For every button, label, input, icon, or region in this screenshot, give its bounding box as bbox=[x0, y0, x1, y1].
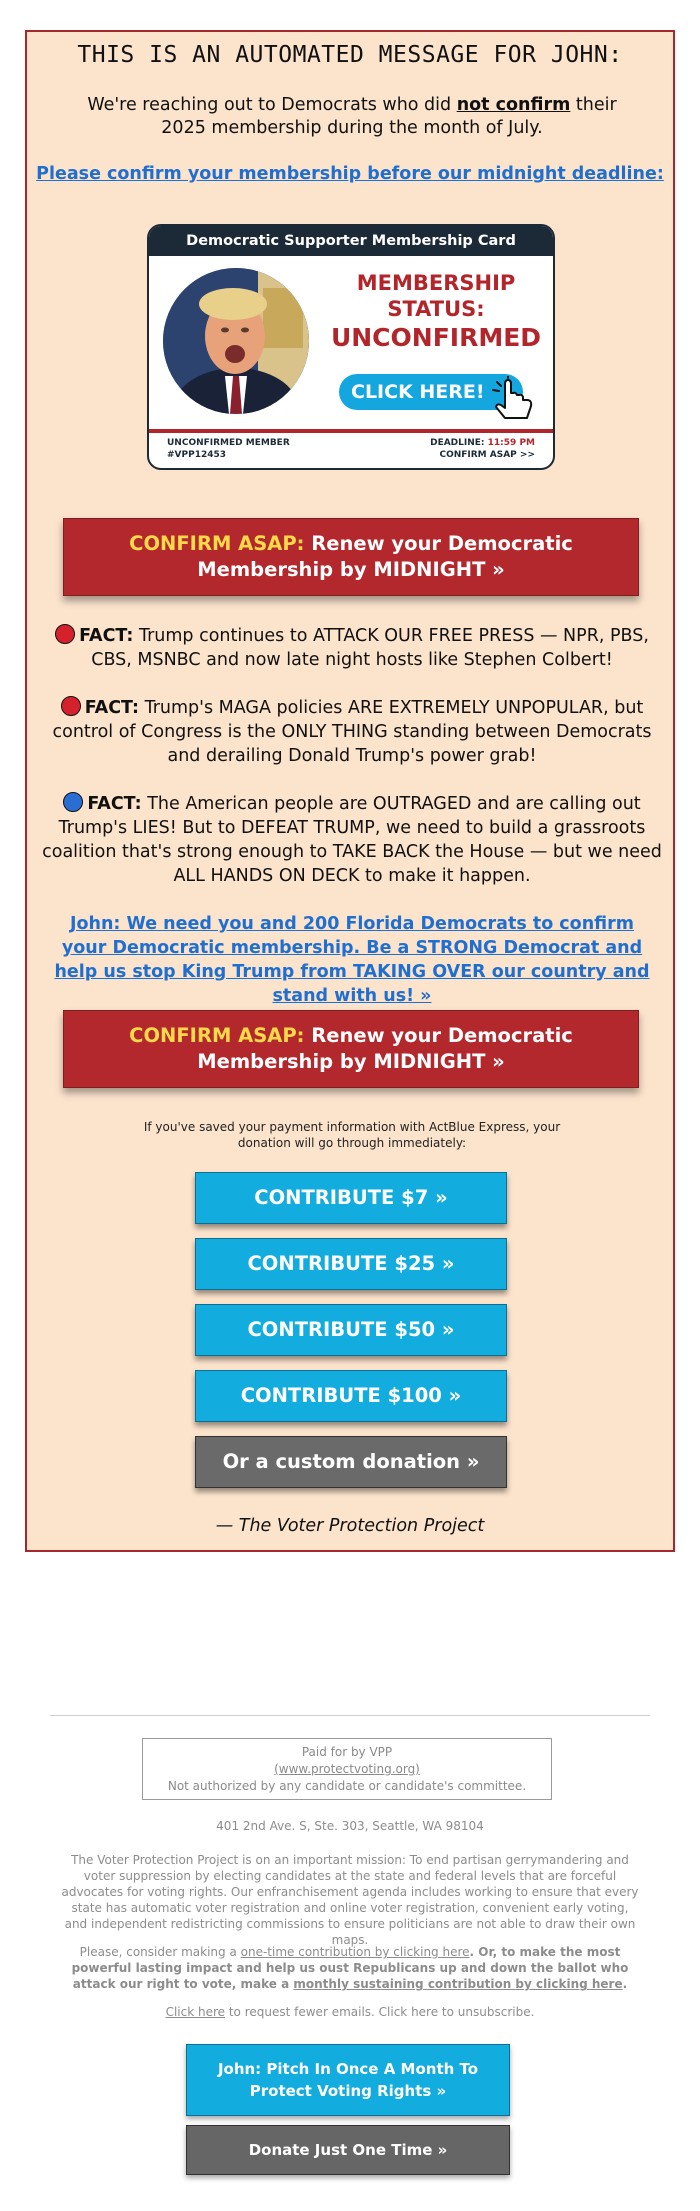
contribute-50-button[interactable]: CONTRIBUTE $50 » bbox=[195, 1304, 507, 1356]
monthly-link[interactable]: monthly sustaining contribution by clicking here bbox=[293, 1977, 623, 1991]
membership-card[interactable] bbox=[147, 224, 555, 470]
custom-donation-button[interactable]: Or a custom donation » bbox=[195, 1436, 507, 1488]
paid-for-box: Paid for by VPP (www.protectvoting.org) Not authorized by any candidate or candidate's committee. bbox=[142, 1738, 552, 1800]
pointer-hand-icon bbox=[487, 376, 543, 426]
one-time-link[interactable]: one-time contribution by clicking here bbox=[240, 1945, 470, 1959]
click-here-link[interactable]: Click here bbox=[165, 2005, 226, 2019]
deadline-time: 11:59 PM bbox=[487, 438, 535, 448]
membership-card-title: Democratic Supporter Membership Card bbox=[149, 226, 553, 256]
signoff: — The Voter Protection Project bbox=[215, 1516, 485, 1536]
contribute-100-button[interactable]: CONTRIBUTE $100 » bbox=[195, 1370, 507, 1422]
membership-status: MEMBERSHIP STATUS: UNCONFIRMED bbox=[321, 270, 551, 353]
deadline-link[interactable]: Please confirm your membership before our midnight deadline: bbox=[36, 164, 664, 184]
intro-text: We're reaching out to Democrats who did not confirm their 2025 membership during the month of July. bbox=[87, 95, 617, 138]
email-preferences: Click here to request fewer emails. Click here to unsubscribe. bbox=[165, 2005, 535, 2019]
website-link[interactable]: (www.protectvoting.org) bbox=[274, 1762, 420, 1776]
contribute-7-button[interactable]: CONTRIBUTE $7 » bbox=[195, 1172, 507, 1224]
not-confirm-emphasis: not confirm bbox=[456, 95, 571, 115]
confirm-asap-button[interactable]: CONFIRM ASAP: Renew your Democratic Membership by MIDNIGHT » bbox=[63, 1010, 639, 1088]
portrait-photo bbox=[163, 268, 309, 414]
monthly-donation-button[interactable]: John: Pitch In Once A Month To Protect Voting Rights » bbox=[186, 2044, 510, 2116]
fact-item: FACT: Trump continues to ATTACK OUR FREE PRESS — NPR, PBS, CBS, MSNBC and now late night hosts like Stephen Colbert! bbox=[39, 624, 665, 672]
fact-item: FACT: Trump's MAGA policies ARE EXTREMELY UNPOPULAR, but control of Congress is the ONLY THING standing between Democrats and derailing Donald Trump's power grab! bbox=[52, 698, 652, 766]
contribution-prompt: Please, consider making a one-time contribution by clicking here. Or, to make the most powerful lasting impact and help us oust Republicans up and down the ballot who attack our right to vote, make a monthly sustaining contribution by clicking here. bbox=[71, 1945, 629, 1991]
footer-divider bbox=[50, 1715, 650, 1716]
mission-text: The Voter Protection Project is on an important mission: To end partisan gerrymandering and voter suppression by electing candidates at the state and federal levels that are forceful advocates for voting rights. Our enfranchisement agenda includes working to ensure that every state has automatic voter registration and online voter registration, convenient early voting, and independent redistricting commissions to ensure politicians are not able to draw their own maps. bbox=[61, 1853, 639, 1947]
member-info: UNCONFIRMED MEMBER #VPP12453 bbox=[167, 438, 290, 460]
appeal-link[interactable]: John: We need you and 200 Florida Democrats to confirm your Democratic membership. Be a STRONG Democrat and help us stop King Trump from TAKING OVER our country and stand with us! » bbox=[54, 914, 650, 1006]
red-dot-icon bbox=[55, 624, 75, 644]
member-id: #VPP12453 bbox=[167, 450, 227, 460]
card-stripe bbox=[149, 429, 553, 433]
blue-dot-icon bbox=[63, 792, 83, 812]
click-here-button[interactable]: CLICK HERE! bbox=[339, 374, 523, 410]
fact-item: FACT: The American people are OUTRAGED and are calling out Trump's LIES! But to DEFEAT TRUMP, we need to build a grassroots coalition that's strong enough to TAKE BACK the House — but we need ALL HANDS ON DECK to make it happen. bbox=[42, 794, 662, 886]
email-card bbox=[25, 30, 675, 1552]
confirm-asap-button[interactable]: CONFIRM ASAP: Renew your Democratic Membership by MIDNIGHT » bbox=[63, 518, 639, 596]
status-unconfirmed: UNCONFIRMED bbox=[330, 323, 542, 352]
saved-payment-note: If you've saved your payment information with ActBlue Express, your donation will go through immediately: bbox=[143, 1120, 561, 1150]
one-time-donation-button[interactable]: Donate Just One Time » bbox=[186, 2125, 510, 2175]
confirm-asap-text: CONFIRM ASAP >> bbox=[439, 450, 535, 460]
address: 401 2nd Ave. S, Ste. 303, Seattle, WA 98104 bbox=[216, 1819, 484, 1833]
contribute-25-button[interactable]: CONTRIBUTE $25 » bbox=[195, 1238, 507, 1290]
headline: THIS IS AN AUTOMATED MESSAGE FOR JOHN: bbox=[77, 42, 623, 68]
deadline-info: DEADLINE: 11:59 PM CONFIRM ASAP >> bbox=[430, 438, 535, 460]
red-dot-icon bbox=[61, 696, 81, 716]
